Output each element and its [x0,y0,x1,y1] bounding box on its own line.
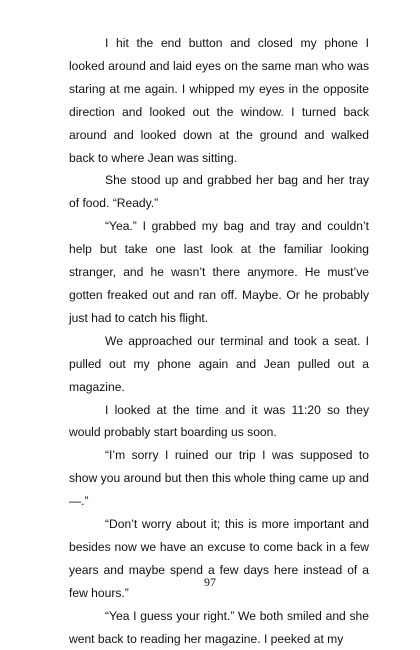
paragraph: “I’m sorry I ruined our trip I was supposed to show you around but then this whole thing came up and—.” [69,448,369,509]
paragraph: “Yea.” I grabbed my bag and tray and couldn’t help but take one last look at the familiar looking stranger, and he wasn’t there anymore. He must’ve gotten freaked out and ran off. Maybe. Or he probably just had to catch his flight. [69,219,369,325]
paragraph: She stood up and grabbed her bag and her tray of food. “Ready.” [69,173,369,211]
paragraph: We approached our terminal and took a seat. I pulled out my phone again and Jean pulled out a magazine. [69,333,369,394]
paragraph: I hit the end button and closed my phone I looked around and laid eyes on the same man who was staring at me again. I whipped my eyes in the opposite direction and looked out the window. I turned back around and looked down at the ground and walked back to where Jean was sitting. [69,36,369,165]
page-number: 97 [204,575,216,589]
paragraph: “Yea I guess your right.” We both smiled and she went back to reading her magazine. I peeked at my [69,608,369,646]
paragraph: I looked at the time and it was 11:20 so they would probably start boarding us soon. [69,402,369,440]
paragraph: “Don’t worry about it; this is more important and besides now we have an excuse to come back in a few years and maybe spend a few days here instead of a few hours.” [69,517,369,600]
body-text [69,32,369,650]
